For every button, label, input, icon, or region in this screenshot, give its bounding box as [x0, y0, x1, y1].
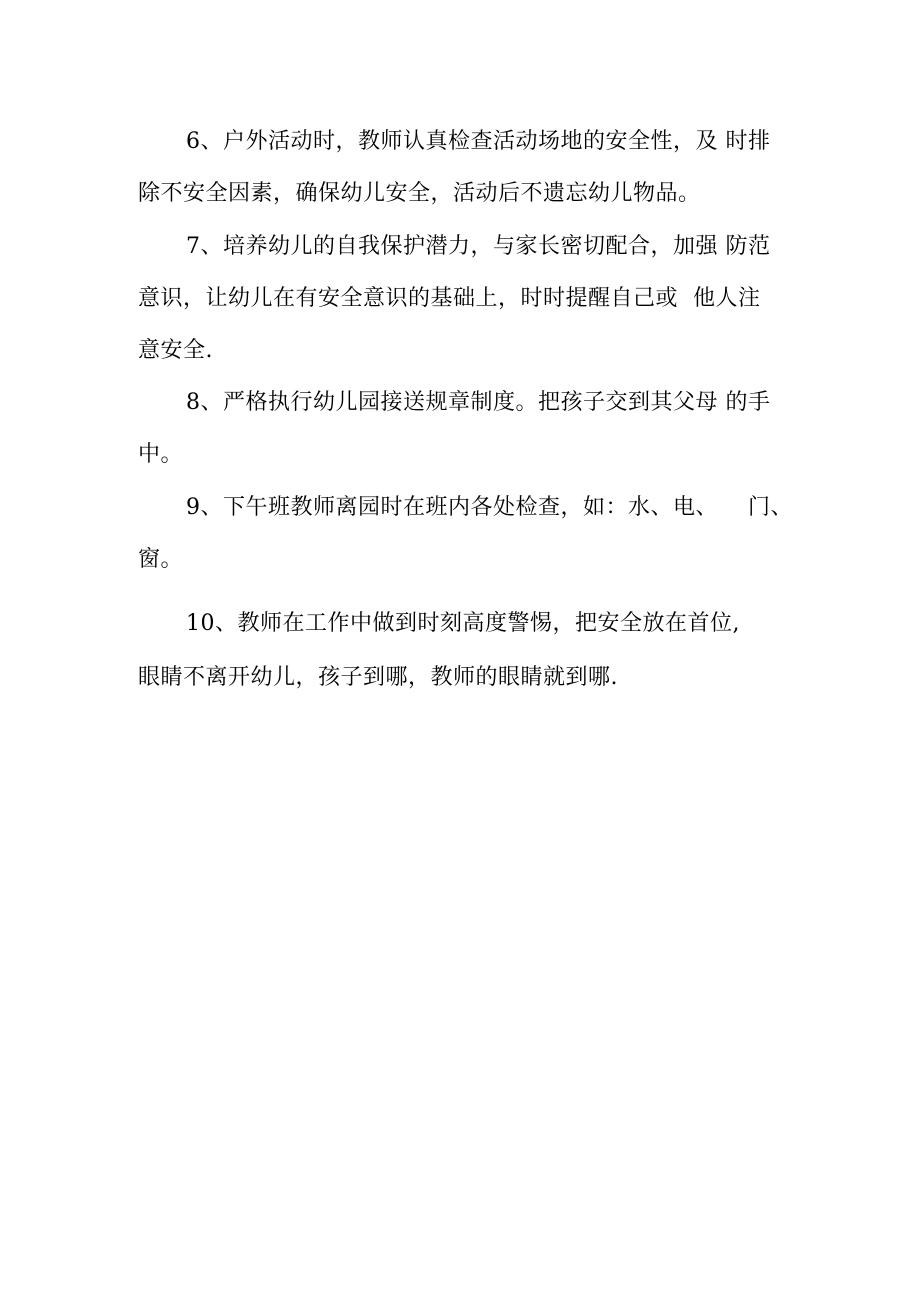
paragraph-item-9	[138, 482, 798, 586]
paragraph-line: 意识，让幼儿在有安全意识的基础上，时时提醒自己或 他人注	[138, 286, 761, 311]
paragraph-item-8	[138, 377, 798, 481]
paragraph-line: 眼睛不离开幼儿，孩子到哪，教师的眼睛就到哪.	[138, 665, 618, 690]
paragraph-line: 窗。	[138, 547, 184, 572]
paragraph-line: 中。	[138, 442, 184, 467]
paragraph-item-10	[138, 597, 798, 705]
paragraph-line: 9、下午班教师离园时在班内各处检查，如：水、电、 门、	[186, 495, 793, 520]
paragraph-line: 8、严格执行幼儿园接送规章制度。把孩子交到其父母 的手	[186, 390, 771, 415]
paragraph-item-6	[138, 116, 798, 220]
paragraph-line: 6、户外活动时，教师认真检查活动场地的安全性，及 时排	[186, 129, 771, 154]
paragraph-line: 7、培养幼儿的自我保护潜力，与家长密切配合，加强 防范	[186, 234, 771, 259]
paragraph-line: 意安全.	[138, 338, 213, 363]
paragraph-item-7	[138, 221, 798, 377]
paragraph-line: 除不安全因素，确保幼儿安全，活动后不遗忘幼儿物品。	[138, 181, 701, 206]
paragraph-line: 10、教师在工作中做到时刻高度警惕，把安全放在首位,	[186, 611, 740, 636]
